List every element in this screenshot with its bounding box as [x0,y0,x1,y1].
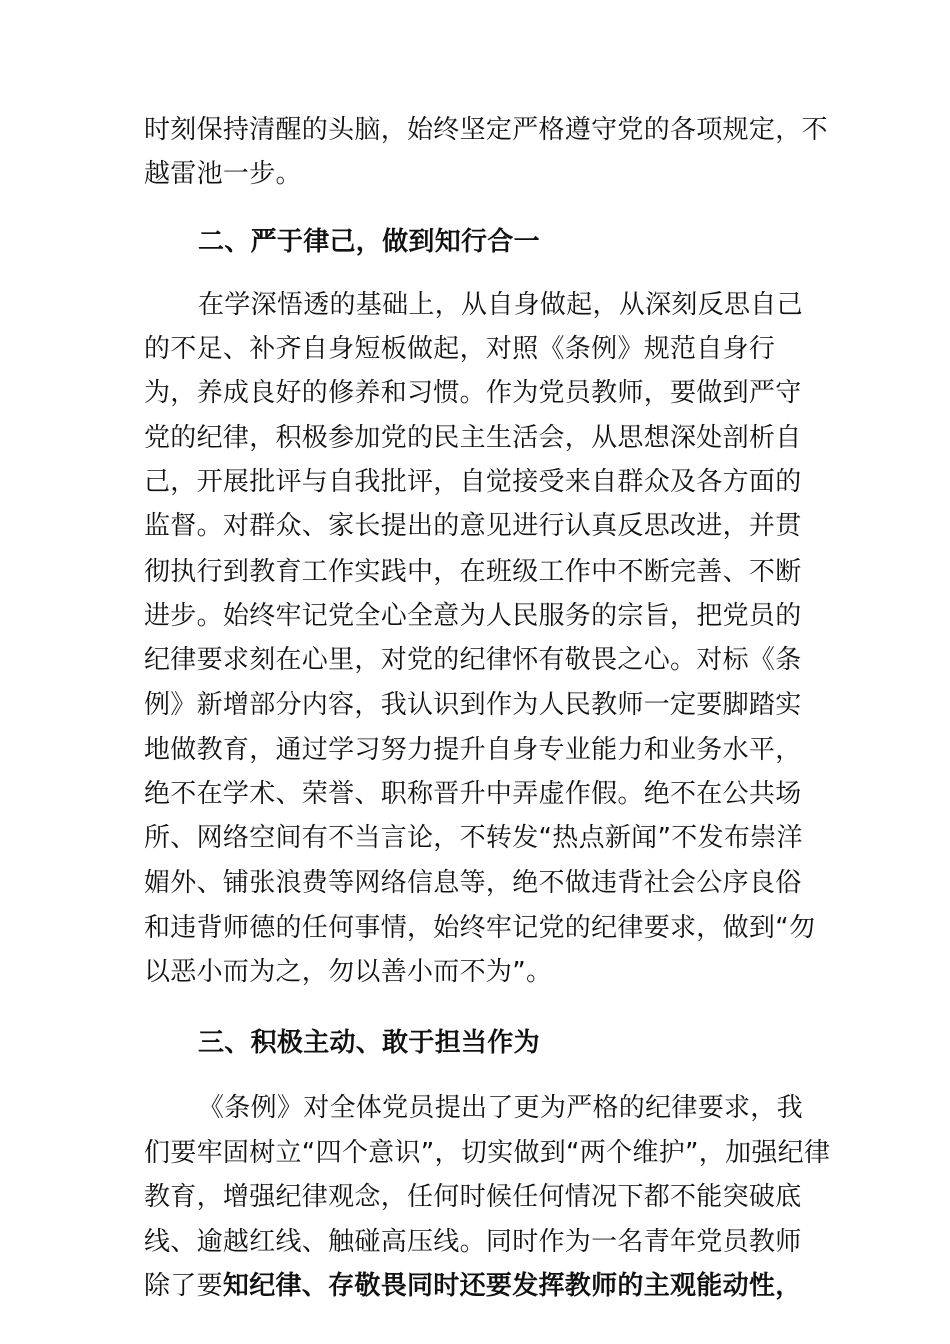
paragraph-line: 地做教育，通过学习努力提升自身专业能力和业务水平， [144,735,802,765]
paragraph-line: 进步。始终牢记党全心全意为人民服务的宗旨，把党员的 [144,601,802,631]
paragraph-line: 以恶小而为之，勿以善小而不为”。 [144,957,553,987]
paragraph-line: 己，开展批评与自我批评，自觉接受来自群众及各方面的 [144,467,802,497]
paragraph-line: 在学深悟透的基础上，从自身做起，从深刻反思自己 [198,290,803,320]
section-heading-2: 二、严于律己，做到知行合一 [198,227,540,257]
paragraph-line: 线、逾越红线、触碰高压线。同时作为一名青年党员教师 [144,1227,802,1257]
paragraph-line: 媚外、铺张浪费等网络信息等，绝不做违背社会公序良俗 [144,868,802,898]
paragraph-line: 纪律要求刻在心里，对党的纪律怀有敬畏之心。对标《条 [144,645,802,675]
paragraph-line: 彻执行到教育工作实践中，在班级工作中不断完善、不断 [144,557,802,587]
paragraph-line: 所、网络空间有不当言论，不转发“热点新闻”不发布崇洋 [144,823,803,853]
emphasized-text: 知纪律、存敬畏同时还要发挥教师的主观能动性， [222,1271,802,1301]
paragraph-line: 的不足、补齐自身短板做起，对照《条例》规范自身行 [144,334,776,364]
paragraph-line: 为，养成良好的修养和习惯。作为党员教师，要做到严守 [144,378,802,408]
paragraph-line: 《条例》对全体党员提出了更为严格的纪律要求，我 [198,1093,803,1123]
paragraph-line: 监督。对群众、家长提出的意见进行认真反思改进，并贯 [144,511,802,541]
section-heading-3: 三、积极主动、敢于担当作为 [198,1028,540,1058]
paragraph-line: 党的纪律，积极参加党的民主生活会，从思想深处剖析自 [144,423,802,453]
paragraph-line: 绝不在学术、荣誉、职称晋升中弄虚作假。绝不在公共场 [144,779,802,809]
paragraph-line [144,1264,824,1308]
paragraph-text: 除了要 [144,1271,223,1301]
paragraph-line: 越雷池一步。 [144,159,302,189]
paragraph-line: 例》新增部分内容，我认识到作为人民教师一定要脚踏实 [144,690,802,720]
paragraph-line: 教育，增强纪律观念，任何时候任何情况下都不能突破底 [144,1182,802,1212]
paragraph-line: 和违背师德的任何事情，始终牢记党的纪律要求，做到“勿 [144,913,816,943]
paragraph-line: 们要牢固树立“四个意识”，切实做到“两个维护”，加强纪律 [144,1138,831,1168]
paragraph-line: 时刻保持清醒的头脑，始终坚定严格遵守党的各项规定，不 [144,115,828,145]
